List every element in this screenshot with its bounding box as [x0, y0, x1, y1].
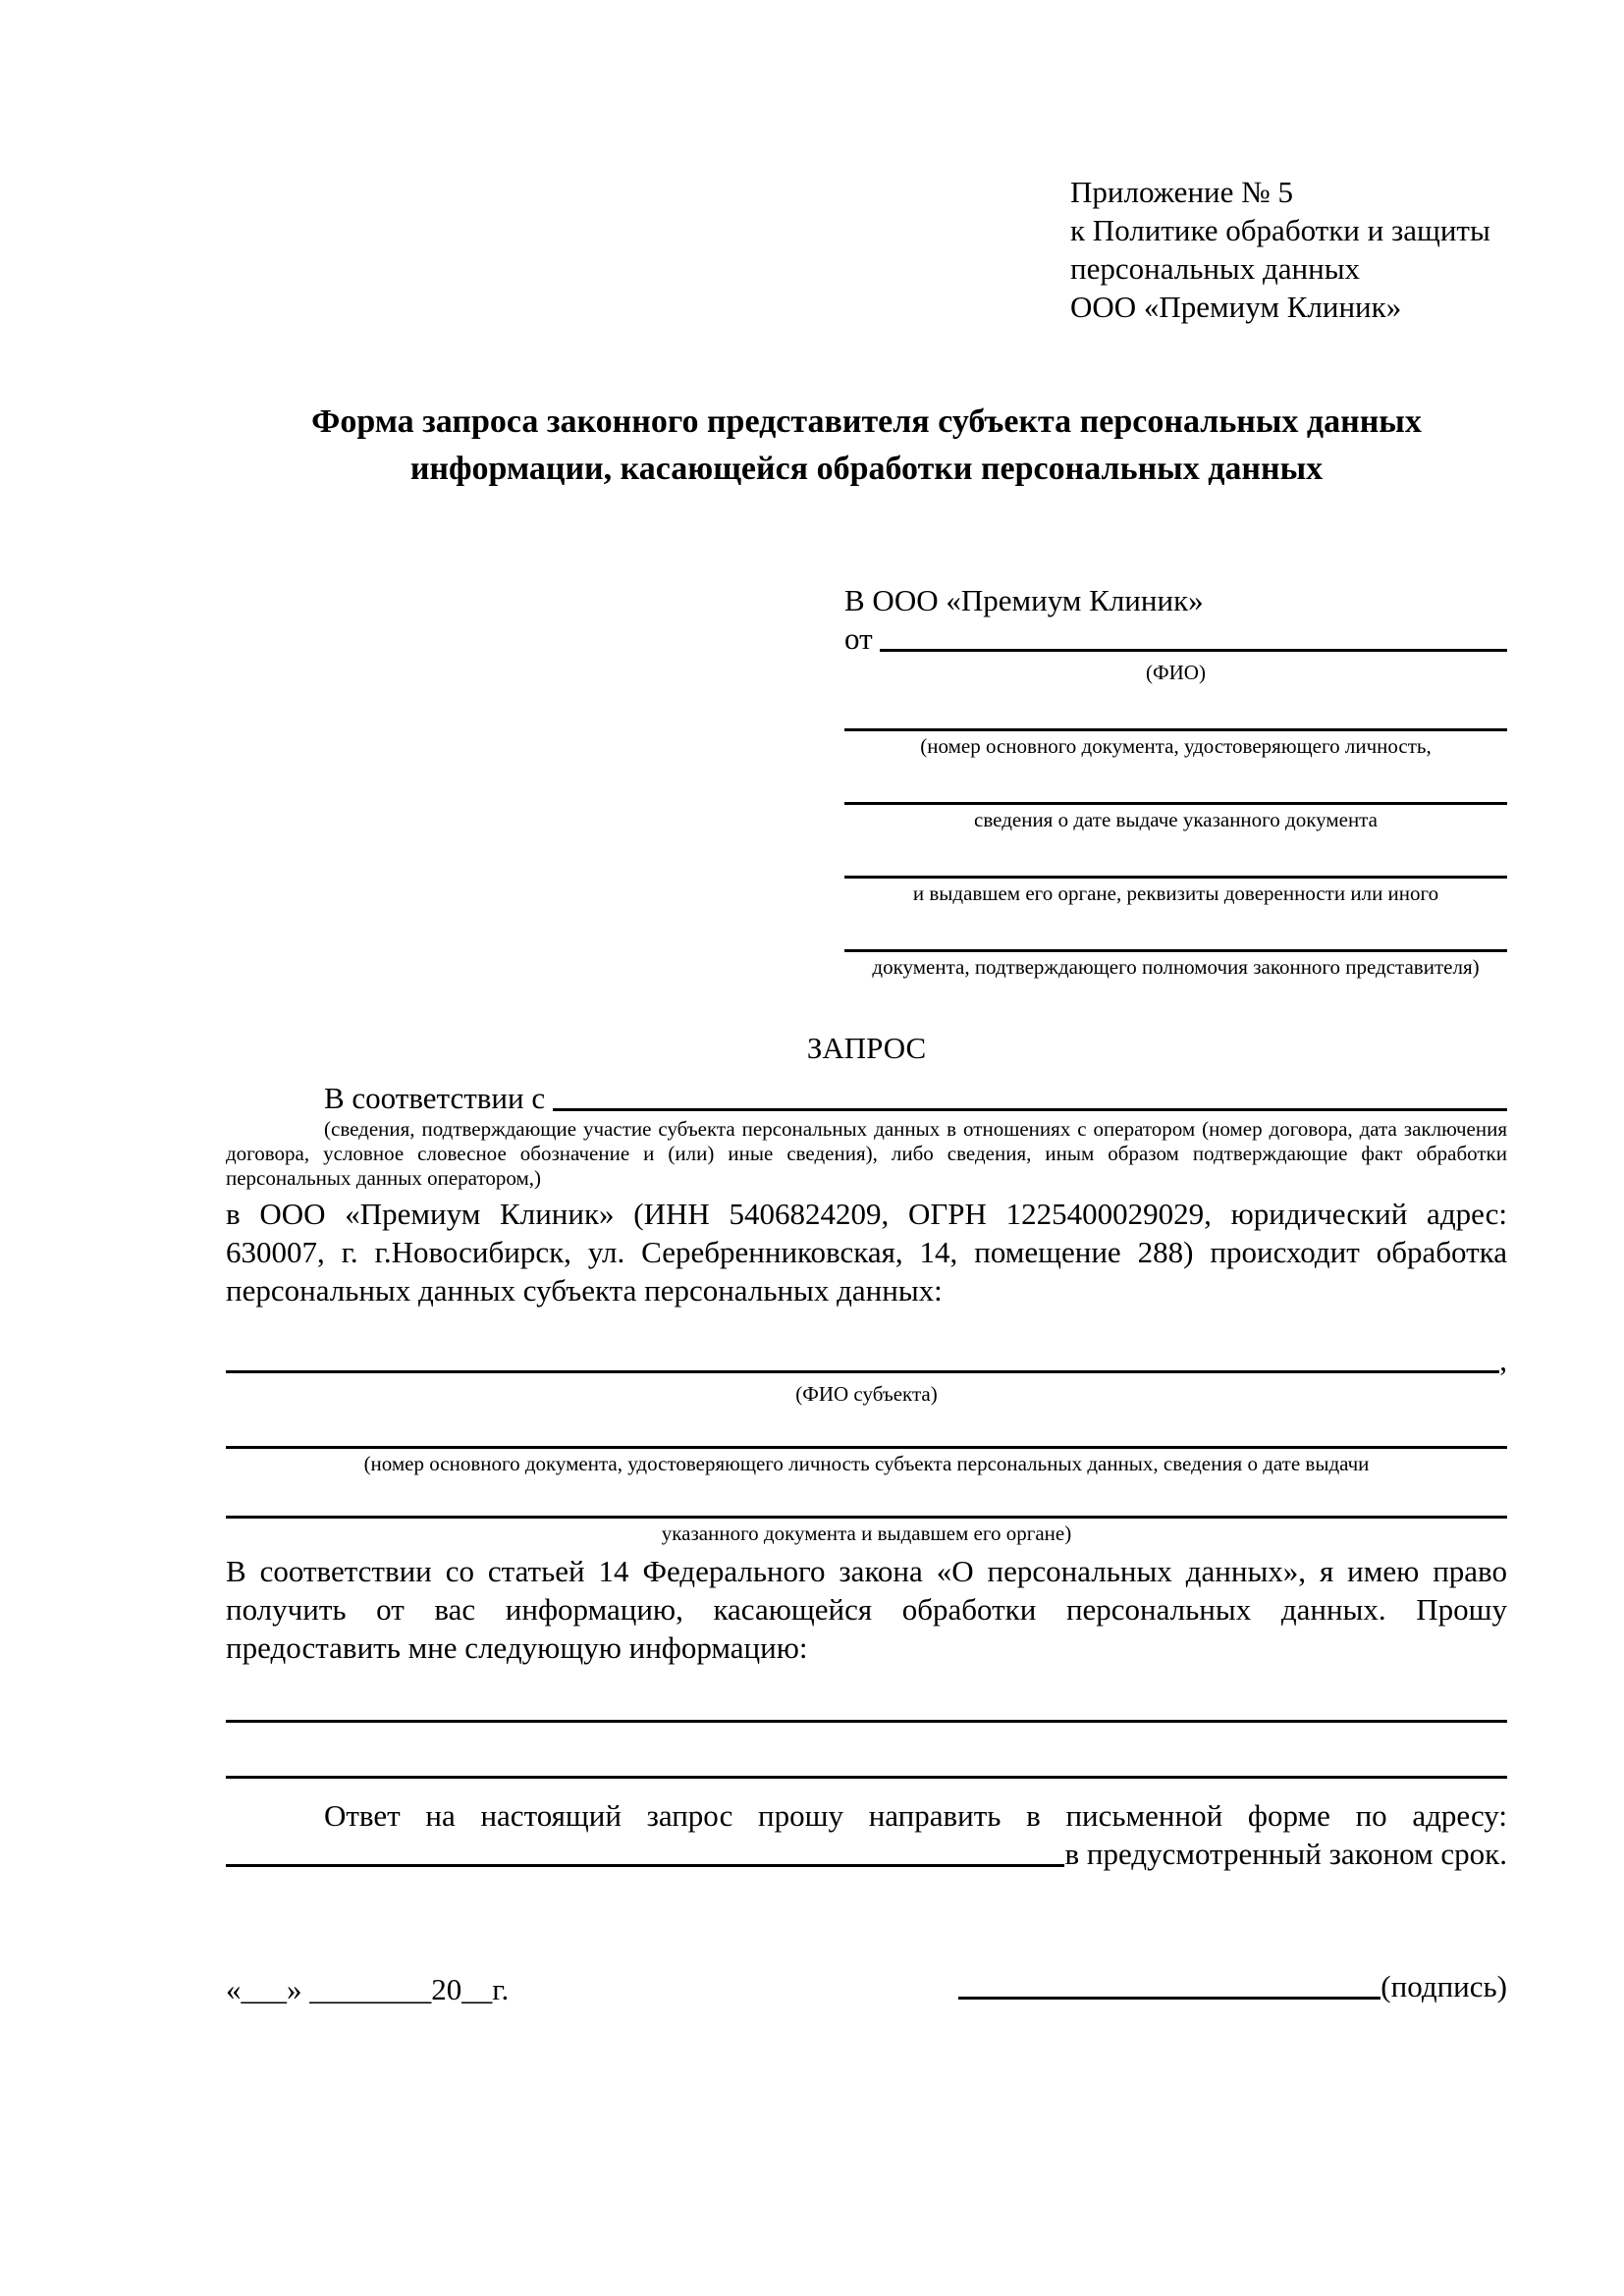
from-blank-line [880, 619, 1507, 652]
reply-address-row [226, 1835, 1507, 1873]
appendix-number: Приложение № 5 [1070, 175, 1293, 209]
relation-note: (сведения, подтверждающие участие субъекта персональных данных в отношениях с оператором (номер договора, дата заключения договора, условное словесное обозначение и (или) иные сведения), либо сведения, иным образом подтверждающие факт обработки персональных данных оператором,) [226, 1117, 1507, 1190]
subject-doc-caption-2: указанного документа и выдавшем его органе) [661, 1522, 1072, 1545]
from-label: от [844, 621, 881, 656]
signature-row [226, 1967, 1507, 2008]
accordance-label: В соответствии с [324, 1081, 553, 1115]
request-heading: ЗАПРОС [806, 1031, 927, 1065]
doc-number-rule [844, 728, 1507, 759]
appendix-policy-line: к Политике обработки и защиты [1070, 213, 1490, 247]
doc-number-caption: (номер основного документа, удостоверяющего личность, [920, 734, 1432, 758]
reply-address-blank-line [226, 1835, 1064, 1867]
issue-authority-caption: и выдавшем его органе, реквизиты доверенности или иного [912, 881, 1439, 905]
info-blank-line-2 [226, 1776, 1507, 1779]
subject-fio-blank-line [226, 1341, 1499, 1373]
info-blank-line-1 [226, 1720, 1507, 1723]
accordance-blank-line [553, 1079, 1507, 1111]
fio-caption: (ФИО) [1146, 661, 1206, 684]
subject-fio-caption: (ФИО субъекта) [795, 1382, 938, 1406]
subject-doc-rule-1 [226, 1446, 1507, 1476]
addressee-block [844, 581, 1507, 980]
authority-doc-rule [844, 949, 1507, 980]
subject-fio-comma: , [1499, 1343, 1507, 1377]
addressee-to-line: В ООО «Премиум Клиник» [844, 583, 1204, 617]
date-placeholder: «___» ________20__г. [226, 1972, 510, 2006]
addressee-from-row [844, 619, 1507, 658]
signature-group [958, 1967, 1507, 2005]
subject-doc-caption-1: (номер основного документа, удостоверяющего личность субъекта персональных данных, сведения о дате выдачи [363, 1452, 1370, 1475]
reply-paragraph: Ответ на настоящий запрос прошу направить в письменной форме по адресу: [324, 1798, 1507, 1833]
signature-blank-line [958, 1967, 1380, 2000]
document-title: Форма запроса законного представителя субъекта персональных данных информации, касающейся обработки персональных данных [311, 403, 1422, 487]
subject-doc-rule-2 [226, 1516, 1507, 1546]
issue-date-caption: сведения о дате выдаче указанного документа [974, 808, 1378, 831]
reply-tail: в предусмотренный законом срок. [1064, 1837, 1507, 1871]
appendix-header [1070, 173, 1507, 326]
appendix-policy-line2: персональных данных [1070, 251, 1361, 286]
appendix-company: ООО «Премиум Клиник» [1070, 290, 1402, 324]
signature-caption: (подпись) [1380, 1969, 1507, 2003]
operator-paragraph: в ООО «Премиум Клиник» (ИНН 5406824209, ОГРН 1225400029029, юридический адрес: 630007, г. г.Новосибирск, ул. Серебренниковская, 14, помещение 288) происходит обработка персональных данных субъекта персональных данных: [226, 1197, 1507, 1308]
authority-doc-caption: документа, подтверждающего полномочия законного представителя) [872, 955, 1480, 979]
issue-authority-rule [844, 876, 1507, 906]
issue-date-rule [844, 802, 1507, 832]
law-paragraph: В соответствии со статьей 14 Федерального закона «О персональных данных», я имею право получить от вас информацию, касающейся обработки персональных данных. Прошу предоставить мне следующую информацию: [226, 1554, 1507, 1665]
subject-fio-row [226, 1341, 1507, 1379]
accordance-row [226, 1079, 1507, 1117]
